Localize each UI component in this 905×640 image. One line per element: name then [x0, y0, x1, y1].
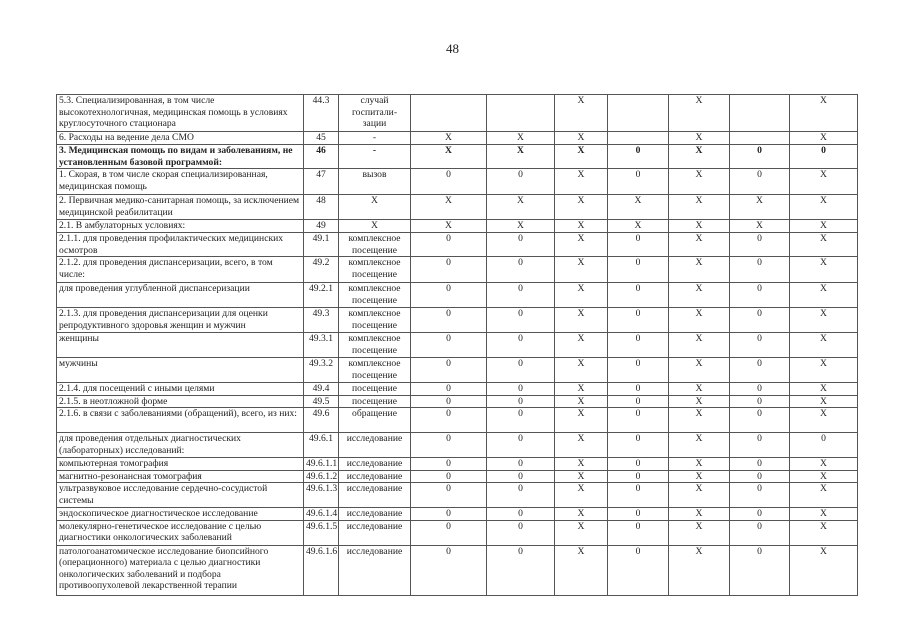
table-row [57, 458, 858, 471]
value-cell: 0 [411, 395, 487, 408]
value-cell: 0 [730, 283, 790, 308]
table-row [57, 95, 858, 132]
value-cell: 0 [730, 395, 790, 408]
value-cell: 0 [411, 358, 487, 383]
value-cell: 0 [730, 145, 790, 169]
value-cell: X [487, 132, 555, 145]
value-cell: X [555, 433, 608, 458]
unit-cell: исследование [339, 520, 411, 545]
value-cell: X [555, 358, 608, 383]
row-number-cell: 49.3 [304, 308, 339, 333]
value-cell: X [555, 483, 608, 508]
value-cell: 0 [730, 408, 790, 433]
value-cell: X [411, 132, 487, 145]
unit-cell: исследование [339, 433, 411, 458]
value-cell: X [555, 458, 608, 471]
row-name-cell: эндоскопическое диагностическое исследование [57, 508, 304, 521]
value-cell: 0 [411, 169, 487, 195]
row-name-cell: 6. Расходы на ведение дела СМО [57, 132, 304, 145]
unit-cell: - [339, 145, 411, 169]
table-row [57, 283, 858, 308]
value-cell: 0 [608, 395, 669, 408]
value-cell: X [411, 195, 487, 220]
table-row [57, 220, 858, 233]
value-cell: X [555, 520, 608, 545]
value-cell: X [790, 95, 858, 132]
row-name-cell: 2. Первичная медико-санитарная помощь, за исключением медицинской реабилитации [57, 195, 304, 220]
value-cell: X [669, 383, 730, 396]
value-cell: X [669, 95, 730, 132]
row-number-cell: 45 [304, 132, 339, 145]
value-cell: X [790, 545, 858, 595]
value-cell: X [790, 508, 858, 521]
value-cell: X [411, 145, 487, 169]
value-cell: 0 [411, 433, 487, 458]
value-cell: 0 [730, 458, 790, 471]
value-cell: 0 [730, 508, 790, 521]
value-cell: X [555, 383, 608, 396]
table-row [57, 545, 858, 595]
row-name-cell: женщины [57, 333, 304, 358]
table-row [57, 408, 858, 433]
value-cell: X [790, 383, 858, 396]
value-cell: X [555, 257, 608, 283]
value-cell: X [555, 145, 608, 169]
value-cell: 0 [487, 458, 555, 471]
value-cell: 0 [730, 333, 790, 358]
row-name-cell: мужчины [57, 358, 304, 383]
value-cell: 0 [411, 233, 487, 257]
value-cell [487, 95, 555, 132]
value-cell: X [669, 145, 730, 169]
value-cell: X [555, 233, 608, 257]
value-cell: X [730, 195, 790, 220]
value-cell: 0 [411, 545, 487, 595]
value-cell: 0 [487, 433, 555, 458]
value-cell: 0 [608, 233, 669, 257]
unit-cell: X [339, 195, 411, 220]
value-cell: X [790, 283, 858, 308]
row-name-cell: 2.1.5. в неотложной форме [57, 395, 304, 408]
value-cell [411, 95, 487, 132]
value-cell: X [790, 358, 858, 383]
value-cell: X [555, 333, 608, 358]
row-number-cell: 49.1 [304, 233, 339, 257]
value-cell: X [790, 470, 858, 483]
row-name-cell: магнитно-резонансная томография [57, 470, 304, 483]
value-cell: 0 [730, 483, 790, 508]
value-cell: 0 [411, 520, 487, 545]
table-row [57, 169, 858, 195]
value-cell: X [487, 195, 555, 220]
value-cell: X [790, 195, 858, 220]
value-cell: X [669, 358, 730, 383]
table-row [57, 470, 858, 483]
table-row [57, 508, 858, 521]
row-number-cell: 49.2 [304, 257, 339, 283]
value-cell: 0 [608, 470, 669, 483]
value-cell: 0 [411, 470, 487, 483]
unit-cell: комплексное посещение [339, 333, 411, 358]
value-cell: 0 [487, 169, 555, 195]
value-cell: 0 [730, 433, 790, 458]
value-cell: 0 [411, 257, 487, 283]
value-cell: 0 [608, 308, 669, 333]
table-row [57, 195, 858, 220]
row-number-cell: 49 [304, 220, 339, 233]
value-cell: X [669, 132, 730, 145]
value-cell: X [555, 195, 608, 220]
value-cell: 0 [608, 283, 669, 308]
value-cell: 0 [730, 308, 790, 333]
value-cell: 0 [487, 395, 555, 408]
unit-cell: вызов [339, 169, 411, 195]
value-cell: X [669, 195, 730, 220]
unit-cell: комплексное посещение [339, 233, 411, 257]
value-cell: X [487, 220, 555, 233]
unit-cell: комплексное посещение [339, 283, 411, 308]
value-cell: 0 [608, 333, 669, 358]
value-cell: 0 [730, 233, 790, 257]
table-row [57, 395, 858, 408]
value-cell: X [790, 458, 858, 471]
value-cell: 0 [487, 383, 555, 396]
value-cell: 0 [487, 308, 555, 333]
value-cell: X [790, 483, 858, 508]
row-number-cell: 49.6 [304, 408, 339, 433]
row-number-cell: 47 [304, 169, 339, 195]
value-cell: X [669, 395, 730, 408]
value-cell: 0 [608, 483, 669, 508]
row-name-cell: 2.1.4. для посещений с иными целями [57, 383, 304, 396]
table-row [57, 257, 858, 283]
value-cell: X [790, 132, 858, 145]
row-name-cell: компьютерная томография [57, 458, 304, 471]
value-cell: 0 [608, 169, 669, 195]
value-cell: 0 [487, 358, 555, 383]
row-name-cell: ультразвуковое исследование сердечно-сосудистой системы [57, 483, 304, 508]
unit-cell: исследование [339, 508, 411, 521]
value-cell: 0 [730, 545, 790, 595]
row-number-cell: 49.6.1.1 [304, 458, 339, 471]
value-cell: X [790, 408, 858, 433]
row-number-cell: 49.6.1.3 [304, 483, 339, 508]
value-cell: X [608, 220, 669, 233]
unit-cell: комплексное посещение [339, 308, 411, 333]
row-number-cell: 49.6.1.5 [304, 520, 339, 545]
value-cell: X [790, 169, 858, 195]
value-cell: 0 [790, 433, 858, 458]
value-cell: 0 [487, 520, 555, 545]
value-cell: X [790, 257, 858, 283]
value-cell: X [669, 308, 730, 333]
row-name-cell: молекулярно-генетическое исследование с целью диагностики онкологических заболеваний [57, 520, 304, 545]
value-cell: X [669, 333, 730, 358]
value-cell [608, 132, 669, 145]
value-cell: X [555, 132, 608, 145]
row-number-cell: 49.6.1.4 [304, 508, 339, 521]
value-cell: 0 [608, 458, 669, 471]
unit-cell: - [339, 132, 411, 145]
value-cell: X [790, 333, 858, 358]
value-cell: 0 [411, 383, 487, 396]
unit-cell: исследование [339, 458, 411, 471]
table-row [57, 433, 858, 458]
value-cell: X [608, 195, 669, 220]
value-cell: 0 [487, 483, 555, 508]
value-cell: X [555, 308, 608, 333]
table-row [57, 333, 858, 358]
value-cell: 0 [730, 169, 790, 195]
value-cell: 0 [487, 408, 555, 433]
unit-cell: исследование [339, 470, 411, 483]
unit-cell: комплексное посещение [339, 358, 411, 383]
value-cell: X [555, 545, 608, 595]
table-row [57, 132, 858, 145]
table-row [57, 383, 858, 396]
value-cell: X [555, 508, 608, 521]
value-cell: X [669, 257, 730, 283]
value-cell: X [790, 395, 858, 408]
row-name-cell: 2.1.2. для проведения диспансеризации, всего, в том числе: [57, 257, 304, 283]
value-cell: 0 [487, 545, 555, 595]
value-cell: X [669, 220, 730, 233]
value-cell: 0 [411, 408, 487, 433]
value-cell: X [730, 220, 790, 233]
row-number-cell: 49.6.1.2 [304, 470, 339, 483]
value-cell [730, 95, 790, 132]
table-row [57, 483, 858, 508]
table-row [57, 520, 858, 545]
row-number-cell: 49.4 [304, 383, 339, 396]
value-cell: 0 [487, 508, 555, 521]
value-cell: X [669, 458, 730, 471]
unit-cell: обращение [339, 408, 411, 433]
value-cell: X [790, 220, 858, 233]
row-number-cell: 49.5 [304, 395, 339, 408]
row-name-cell: 2.1.3. для проведения диспансеризации для оценки репродуктивного здоровья женщин и мужчин [57, 308, 304, 333]
row-name-cell: для проведения углубленной диспансеризации [57, 283, 304, 308]
value-cell: 0 [487, 233, 555, 257]
value-cell: X [669, 408, 730, 433]
row-name-cell: 1. Скорая, в том числе скорая специализированная, медицинская помощь [57, 169, 304, 195]
value-cell: X [669, 283, 730, 308]
row-number-cell: 46 [304, 145, 339, 169]
row-number-cell: 48 [304, 195, 339, 220]
value-cell: X [555, 169, 608, 195]
value-cell: 0 [608, 508, 669, 521]
unit-cell: X [339, 220, 411, 233]
row-name-cell: 2.1.1. для проведения профилактических медицинских осмотров [57, 233, 304, 257]
value-cell: X [790, 233, 858, 257]
value-cell [730, 132, 790, 145]
row-number-cell: 49.6.1 [304, 433, 339, 458]
value-cell: 0 [730, 383, 790, 396]
value-cell: X [669, 520, 730, 545]
unit-cell: исследование [339, 545, 411, 595]
unit-cell: комплексное посещение [339, 257, 411, 283]
row-number-cell: 44.3 [304, 95, 339, 132]
value-cell: 0 [411, 283, 487, 308]
value-cell: 0 [411, 483, 487, 508]
value-cell: 0 [608, 433, 669, 458]
value-cell: X [669, 508, 730, 521]
value-cell: 0 [487, 283, 555, 308]
value-cell: X [555, 283, 608, 308]
value-cell: X [555, 220, 608, 233]
value-cell: 0 [487, 470, 555, 483]
value-cell: 0 [487, 333, 555, 358]
value-cell: X [669, 433, 730, 458]
table-row [57, 233, 858, 257]
value-cell: X [555, 395, 608, 408]
unit-cell: исследование [339, 483, 411, 508]
row-number-cell: 49.3.1 [304, 333, 339, 358]
row-number-cell: 49.2.1 [304, 283, 339, 308]
row-name-cell: 3. Медицинская помощь по видам и заболеваниям, не установленным базовой программой: [57, 145, 304, 169]
row-number-cell: 49.6.1.6 [304, 545, 339, 595]
table-row [57, 358, 858, 383]
value-cell: 0 [730, 470, 790, 483]
value-cell: 0 [608, 383, 669, 396]
value-cell: X [669, 470, 730, 483]
value-cell: X [555, 408, 608, 433]
value-cell: X [487, 145, 555, 169]
value-cell: 0 [730, 257, 790, 283]
value-cell: 0 [411, 308, 487, 333]
row-name-cell: 5.3. Специализированная, в том числе высокотехнологичная, медицинская помощь в условиях круглосуточного стационара [57, 95, 304, 132]
row-number-cell: 49.3.2 [304, 358, 339, 383]
value-cell: 0 [487, 257, 555, 283]
value-cell: X [555, 95, 608, 132]
value-cell: X [411, 220, 487, 233]
unit-cell: посещение [339, 383, 411, 396]
value-cell: X [790, 308, 858, 333]
value-cell: 0 [730, 358, 790, 383]
value-cell: X [555, 470, 608, 483]
row-name-cell: патологоанатомическое исследование биопсийного (операционного) материала с целью диагностики онкологических заболеваний и подбора противоопухолевой лекарственной терапии [57, 545, 304, 595]
row-name-cell: 2.1. В амбулаторных условиях: [57, 220, 304, 233]
value-cell: 0 [608, 145, 669, 169]
value-cell: 0 [608, 257, 669, 283]
table-row [57, 145, 858, 169]
value-cell: 0 [411, 333, 487, 358]
row-name-cell: для проведения отдельных диагностических (лабораторных) исследований: [57, 433, 304, 458]
value-cell: X [790, 520, 858, 545]
value-cell: 0 [608, 358, 669, 383]
table-row [57, 308, 858, 333]
value-cell: 0 [608, 545, 669, 595]
page-number: 48 [446, 41, 459, 56]
value-cell: X [669, 545, 730, 595]
unit-cell: случай госпитали-зации [339, 95, 411, 132]
value-cell: 0 [790, 145, 858, 169]
value-cell: 0 [411, 508, 487, 521]
data-table [56, 94, 858, 596]
value-cell [608, 95, 669, 132]
value-cell: X [669, 169, 730, 195]
value-cell: X [669, 483, 730, 508]
unit-cell: посещение [339, 395, 411, 408]
value-cell: X [669, 233, 730, 257]
value-cell: 0 [411, 458, 487, 471]
value-cell: 0 [608, 520, 669, 545]
value-cell: 0 [730, 520, 790, 545]
row-name-cell: 2.1.6. в связи с заболеваниями (обращений), всего, из них: [57, 408, 304, 433]
value-cell: 0 [608, 408, 669, 433]
